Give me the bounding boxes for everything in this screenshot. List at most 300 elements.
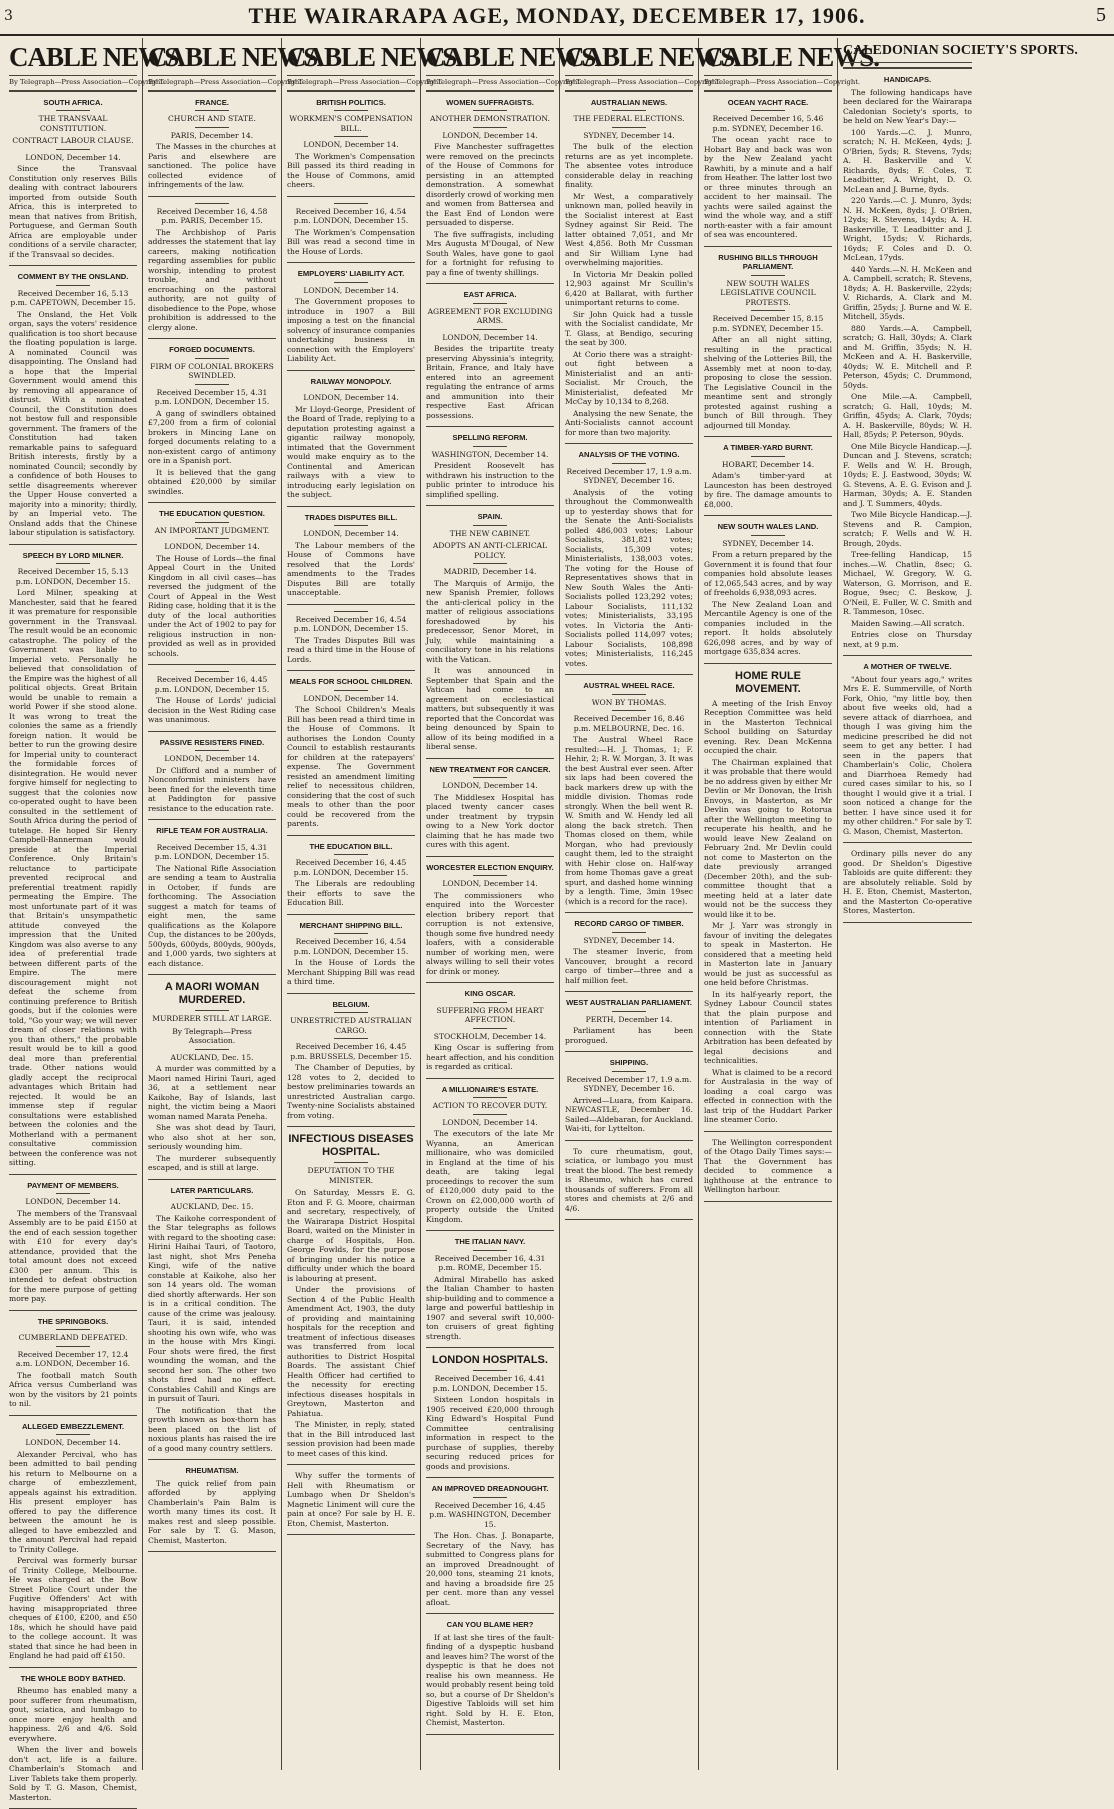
article-headline: AUSTRAL WHEEL RACE. bbox=[583, 681, 675, 690]
article-dateline: Received December 17, 1.9 a.m. SYDNEY, December 16. bbox=[566, 466, 692, 485]
divider bbox=[473, 110, 507, 111]
article-paragraph: A gang of swindlers obtained £7,200 from a firm of colonial brokers in Mincing Lane on forged documents relating to a non-existent cargo of antimony ore in a Spanish port. bbox=[148, 408, 276, 465]
article bbox=[9, 272, 137, 538]
article bbox=[565, 98, 693, 438]
article-headline: AN IMPROVED DREADNOUGHT. bbox=[431, 1484, 549, 1493]
article-separator bbox=[9, 1415, 137, 1416]
article-paragraph: Sixteen London hospitals in 1905 received £20,000 through King Edward's Hospital Fund Committee centralising information in respect to the purchase of supplies, thereby securing reduced prices for goods and provisions. bbox=[426, 1395, 554, 1471]
article-headline: SPAIN. bbox=[477, 512, 503, 521]
article-dateline: Received December 16, 4.54 p.m. LONDON, December 15. bbox=[293, 937, 409, 956]
article-separator bbox=[426, 1347, 554, 1348]
article-headline: AUSTRALIAN NEWS. bbox=[590, 97, 668, 107]
article-dateline: SYDNEY, December 14. bbox=[583, 130, 675, 140]
article bbox=[287, 269, 415, 364]
article-dateline: MADRID, December 14. bbox=[443, 567, 537, 576]
article-dateline: Received December 16, 4.45 p.m. LONDON, December 15. bbox=[293, 858, 409, 877]
article-paragraph: 220 Yards.—C. J. Munro, 3yds; N. H. McKeen, 8yds; J. O'Brien, 12yds; R. Stevens, 14yds; A. H. Baskerville, T. Leadbitter and J. Wright, 15yds; V. Richards, 16yds; F. Coles and D. O. McLean, 17yds. bbox=[843, 196, 972, 262]
article-paragraph: The Liberals are redoubling their efforts to save the Education Bill. bbox=[287, 879, 415, 907]
article bbox=[148, 1466, 276, 1545]
column-7 bbox=[838, 38, 1078, 1770]
article-dateline: Received December 16, 4.54 p.m. LONDON, December 15. bbox=[293, 206, 409, 225]
article-paragraph: President Roosevelt has withdrawn his instruction to the public printer to introduce his simplified spelling. bbox=[426, 461, 554, 499]
article-headline: A MOTHER OF TWELVE. bbox=[863, 662, 952, 671]
article-separator bbox=[287, 262, 415, 263]
article-separator bbox=[565, 912, 693, 913]
article-dateline: Received December 16, 4.45 p.m. BRUSSELS, December 15. bbox=[290, 1042, 412, 1061]
article-paragraph: The ocean yacht race to Hobart Bay and back was won by the New Zealand yacht Rawhiti, by a minute and a half from Heather. The latter lost two or three minutes through an accident to her mainsail. The yachts were sailed against the wind the whole way, and a stiff north-easter with a fair amount of sea was encountered. bbox=[704, 135, 832, 239]
divider bbox=[473, 875, 507, 876]
article-headline: EMPLOYERS' LIABILITY ACT. bbox=[297, 269, 405, 278]
byline bbox=[843, 62, 972, 69]
article-subhead: THE NEW CABINET. bbox=[449, 528, 531, 538]
article-headline: BRITISH POLITICS. bbox=[316, 97, 386, 107]
article-paragraph: The executors of the late Mr Wyanna, an American millionaire, who was domiciled in England at the time of his death, are taking legal proceedings to recover the sum of £120,000 duty paid to the Crown on £2,000,000 worth of property outside the United Kingdom. bbox=[426, 1129, 554, 1224]
article bbox=[426, 1354, 554, 1471]
article-separator bbox=[148, 1551, 276, 1552]
divider bbox=[612, 127, 646, 128]
article-separator bbox=[9, 1174, 137, 1175]
article-headline: CAN YOU BLAME HER? bbox=[446, 1620, 534, 1629]
article-separator bbox=[426, 1613, 554, 1614]
article-separator bbox=[426, 283, 554, 284]
article-paragraph: The Minister, in reply, stated that in the Bill introduced last session provision had been made to meet cases of this kind. bbox=[287, 1420, 415, 1458]
article bbox=[148, 1186, 276, 1454]
article-headline: THE WHOLE BODY BATHED. bbox=[20, 1673, 126, 1683]
article-paragraph: Mr West, a comparatively unknown man, polled heavily in the Socialist interest at East Sydney against Sir Reid. The latter obtained 7,051, and Mr West 4,856. Both Mr Cussman and Sir William Lyne had overwhelming majorities. bbox=[565, 191, 693, 267]
divider bbox=[473, 1028, 507, 1029]
article bbox=[9, 1422, 137, 1661]
article-separator bbox=[704, 1131, 832, 1132]
divider bbox=[334, 1038, 368, 1039]
article-paragraph: The Onsland, the Het Volk organ, says the voters' residence qualification is too short because the floating population is large. A nominated Council was disappointing. The Onsland had a hope that the Imperial Government would amend this by removing all appearance of distrust. With a nominated Council, the Constitution does not bestow full and responsible government. The framers of the Constitution had taken remarkable pains to safeguard British interests, firstly by a nominated Council; secondly by a confidence of both Houses to settle disagreements wherever the Upper House converted a majority into a minority; thirdly, by an Imperial veto. The Onsland adds that the Chinese labour stipulation is satisfactory. bbox=[9, 309, 137, 537]
divider bbox=[334, 1012, 368, 1013]
article-paragraph: The Kaikohe correspondent of the Star telegraphs as follows with regard to the shooting case: Hirini Haihai Tauri, of Taotoro, last night, shot Mrs Peneha Kingi, wife of the native constable at Kaikohe, also her son 14 years old. The woman died shortly afterwards. Her son is in a critical condition. The cause of the crime was jealousy. Tauri, it is said, intended shooting his own wife, who was in the house with Mrs Kingi. Four shots were fired, the first wounding the woman, and the second her son. The other two shots fired had no effect. Constables Cahill and Kings are in pursuit of Tauri. bbox=[148, 1213, 276, 1403]
article-headline: EAST AFRICA. bbox=[463, 290, 517, 299]
article-dateline: SYDNEY, December 14. bbox=[583, 935, 675, 945]
article bbox=[565, 919, 693, 985]
article bbox=[287, 1000, 415, 1121]
article-paragraph: Admiral Mirabello has asked the Italian Chamber to hasten ship-building and to commence a large and powerful battleship in 1907 and several swift 10,000-ton cruisers of great fighting strength. bbox=[426, 1274, 554, 1341]
article-paragraph: The Masses in the churches at Paris and elsewhere are sanctioned. The police have collected evidence of infringements of the law. bbox=[148, 142, 276, 189]
article-separator bbox=[287, 993, 415, 994]
article-paragraph: The five suffragists, including Mrs Augusta M'Dougal, of New South Wales, have gone to gaol for a fortnight for refusing to pay a fine of twenty shillings. bbox=[426, 229, 554, 277]
column-3 bbox=[282, 38, 463, 1770]
article-paragraph: The murderer subsequently escaped, and is still at large. bbox=[148, 1153, 276, 1172]
article-headline: WORCESTER ELECTION ENQUIRY. bbox=[426, 862, 554, 872]
article-separator bbox=[287, 835, 415, 836]
article-paragraph: The Government proposes to introduce in 1907 a Bill imposing a test on the financial solvency of insurance companies undertaking business in connection with the Employers' Liability Act. bbox=[287, 297, 415, 363]
column-heading: CABLE NEWS. bbox=[426, 42, 602, 72]
divider bbox=[334, 389, 368, 390]
article-dateline: LONDON, December 14. bbox=[442, 781, 538, 790]
article bbox=[565, 1058, 693, 1134]
article-paragraph: 440 Yards.—N. H. McKeen and A. Campbell, scratch; R. Stevens, 18yds; A. H. Baskerville, 22yds; V. Richards, A. Clark and M. Griffin, 25yds; J. Burne and W. E. Mitchell, 35yds. bbox=[843, 264, 972, 321]
article-headline: RUSHING BILLS THROUGH PARLIAMENT. bbox=[718, 252, 818, 271]
article-dateline: Received December 16, 4.31 p.m. ROME, December 15. bbox=[434, 1253, 546, 1272]
article-separator bbox=[9, 265, 137, 266]
article bbox=[565, 1147, 693, 1214]
article-separator bbox=[287, 370, 415, 371]
article bbox=[704, 443, 832, 509]
divider bbox=[56, 1329, 90, 1330]
article-paragraph: The Chamber of Deputies, by 128 votes to 2, decided to bestow preliminaries towards an unrestricted Australian cargo. Twenty-nine Socialists abstained from voting. bbox=[287, 1063, 415, 1120]
article-paragraph: Adam's timber-yard at Launceston has been destroyed by fire. The damage amounts to £8,000. bbox=[704, 471, 832, 509]
article bbox=[148, 671, 276, 725]
masthead bbox=[0, 0, 1114, 36]
article-paragraph: A murder was committed by a Maori named Hirini Tauri, aged 36, at a settlement near Kaikohe, Bay of Islands, last night, the victim being a Maori woman named Marata Peneha. bbox=[148, 1064, 276, 1121]
divider bbox=[56, 1434, 90, 1435]
article-subhead: THE TRANSVAAL CONSTITUTION. bbox=[38, 114, 108, 133]
article-paragraph: Since the Transvaal Constitution only reserves Bills dealing with contract labourers imported from outside South Africa, this is interpreted to mean that natives from British, Portuguese, and German South Africa are employable under conditions of a servile character, if the Transvaal so decides. bbox=[9, 164, 137, 259]
divider bbox=[334, 525, 368, 526]
article-paragraph: Ordinary pills never do any good. Dr Sheldon's Digestive Tabloids are quite different: they are absolutely reliable. Sold by H. E. Eton, Chemist, Masterton, and the Masterton Co-operative Stores, Masterton. bbox=[843, 849, 972, 915]
article-dateline: LONDON, December 14. bbox=[303, 693, 399, 703]
article-separator bbox=[426, 856, 554, 857]
article bbox=[426, 1085, 554, 1225]
article-separator bbox=[565, 1140, 693, 1141]
article-paragraph: Entries close on Thursday next, at 9 p.m. bbox=[843, 630, 972, 649]
article bbox=[565, 998, 693, 1045]
article-headline: MEALS FOR SCHOOL CHILDREN. bbox=[289, 677, 413, 686]
article-dateline: LONDON, December 14. bbox=[164, 754, 260, 763]
article-dateline: LONDON, December 14. bbox=[303, 393, 399, 402]
article-separator bbox=[843, 922, 972, 923]
article-headline: KING OSCAR. bbox=[464, 989, 516, 998]
article-dateline: Received December 17, 1.9 a.m. SYDNEY, December 16. bbox=[566, 1074, 692, 1093]
divider bbox=[56, 110, 90, 111]
article-paragraph: Mr J. Yarr was strongly in favour of inviting the delegates to speak in Masterton. He considered that a meeting held in Masterton late in January would be just as successful as one held before Christmas. bbox=[704, 921, 832, 987]
article-paragraph: The steamer Inveric, from Vancouver, brought a record cargo of timber—three and a half million feet. bbox=[565, 947, 693, 985]
article-paragraph: On Saturday, Messrs E. G. Eton and F. G. Moore, chairman and secretary, respectively, of the Wairarapa District Hospital Board, waited on the Minister in charge of Hospitals, Hon. George Fowlds, for the purpose of bringing under his notice a difficulty under which the board is labouring at present. bbox=[287, 1188, 415, 1283]
article-headline: A MAORI WOMAN MURDERED. bbox=[164, 981, 260, 1006]
page-number-left: 3 bbox=[4, 8, 13, 24]
divider bbox=[473, 1497, 507, 1498]
column-1 bbox=[4, 38, 185, 1802]
column-heading: CABLE NEWS. bbox=[565, 42, 741, 72]
article-headline: FORGED DOCUMENTS. bbox=[169, 345, 255, 354]
article bbox=[287, 677, 415, 829]
divider bbox=[334, 203, 368, 204]
article-subhead: FIRM OF COLONIAL BROKERS SWINDLED. bbox=[150, 361, 274, 380]
article bbox=[704, 98, 832, 240]
page-number: 5 bbox=[1096, 4, 1106, 26]
article-headline: RHEUMATISM. bbox=[185, 1466, 239, 1475]
divider bbox=[612, 1011, 646, 1012]
article-headline: A MILLIONAIRE'S ESTATE. bbox=[441, 1084, 539, 1094]
article-subhead: THE FEDERAL ELECTIONS. bbox=[573, 114, 685, 123]
article-paragraph: 880 Yards.—A. Campbell, scratch; G. Hall, 30yds; A. Clark and M. Griffin, 35yds; N. H. McKeen and A. H. Baskerville, 40yds; W. E. Mitchell and P. Peterson, 45yds; C. Drummond, 50yds. bbox=[843, 323, 972, 390]
divider bbox=[612, 694, 646, 695]
divider bbox=[473, 127, 507, 128]
article-headline: INFECTIOUS DISEASES HOSPITAL. bbox=[288, 1133, 414, 1158]
article-subhead: SUFFERING FROM HEART AFFECTION. bbox=[436, 1005, 544, 1024]
article-dateline: LONDON, December 14. bbox=[442, 879, 538, 888]
article-separator bbox=[843, 842, 972, 843]
article bbox=[287, 203, 415, 257]
article bbox=[148, 826, 276, 968]
article-paragraph: The Workmen's Compensation Bill was read a second time in the House of Lords. bbox=[287, 227, 415, 256]
article-paragraph: When the liver and bowels don't act, life is a failure. Chamberlain's Stomach and Liver Tablets take them properly. Sold by T. G. Mason, Chemist, Masterton. bbox=[9, 1745, 137, 1802]
article-dateline: Received December 15, 4.31 p.m. LONDON, December 15. bbox=[154, 387, 270, 406]
article-separator bbox=[287, 670, 415, 671]
article-paragraph: The School Children's Meals Bill has been read a third time in the House of Commons. It authorises the London County Council to establish restaurants for children at the ratepayers' expense. The Government resisted an amendment limiting relief to necessitous children, considering that the cost of such meals to other than the poor could be recovered from the parents. bbox=[287, 705, 415, 828]
article bbox=[148, 203, 276, 333]
byline: By Telegraph—Press Association—Copyright. bbox=[148, 75, 276, 92]
article-separator bbox=[426, 1477, 554, 1478]
article-dateline: Received December 16, 4.45 p.m. LONDON, December 15. bbox=[154, 675, 270, 694]
article-paragraph: The football match South Africa versus Cumberland was won by the visitors by 21 points to nil. bbox=[9, 1370, 137, 1408]
article-dateline: LONDON, December 14. bbox=[442, 130, 538, 140]
article-subhead: MURDERER STILL AT LARGE. bbox=[152, 1014, 272, 1023]
article bbox=[9, 1674, 137, 1803]
article-headline: WEST AUSTRALIAN PARLIAMENT. bbox=[566, 998, 692, 1007]
article-subhead: AN IMPORTANT JUDGMENT. bbox=[154, 525, 270, 535]
divider bbox=[56, 285, 90, 286]
divider bbox=[56, 563, 90, 564]
article-paragraph: What is claimed to be a record for Australasia in the way of loading a coal cargo was effected in connection with the last trip of the Huddart Parker line steamer Corio. bbox=[704, 1067, 832, 1124]
article-dateline: Received December 16, 8.46 p.m. MELBOURNE, Dec. 16. bbox=[573, 714, 685, 733]
article-dateline: LONDON, December 14. bbox=[25, 152, 121, 162]
article bbox=[843, 849, 972, 916]
article bbox=[287, 513, 415, 598]
article-separator bbox=[148, 502, 276, 503]
article-dateline: Received December 15, 5.13 p.m. LONDON, December 15. bbox=[15, 567, 131, 586]
article-paragraph: From a return prepared by the Government it is found that four companies hold absolute leases of 12,065,543 acres, and by way of freeholds 6,938,093 acres. bbox=[704, 550, 832, 597]
article bbox=[565, 681, 693, 906]
article-paragraph: The Labour members of the House of Commons have resolved that the Lords' amendments to the Trades Disputes Bill are totally unacceptable. bbox=[287, 540, 415, 597]
article-paragraph: Alexander Percival, who has been admitted to bail pending his return to Melbourne on a charge of embezzlement, appeals against his extradition. His present employer has offered to pay the difference between the amount he is alleged to have embezzled and the amount Percival had repaid to Trinity College. bbox=[9, 1449, 137, 1554]
article-subhead: DEPUTATION TO THE MINISTER. bbox=[307, 1166, 395, 1185]
article bbox=[426, 290, 554, 420]
article-headline: SHIPPING. bbox=[609, 1058, 649, 1067]
article-subhead: CUMBERLAND DEFEATED. bbox=[18, 1333, 128, 1342]
article bbox=[9, 551, 137, 1168]
article bbox=[565, 450, 693, 668]
divider bbox=[56, 149, 90, 150]
article-dateline: Received December 16, 4.54 p.m. LONDON, December 15. bbox=[293, 614, 409, 633]
article-dateline: AUCKLAND, Dec. 15. bbox=[170, 1202, 254, 1211]
article-headline: PAYMENT OF MEMBERS. bbox=[27, 1180, 119, 1190]
divider bbox=[751, 110, 785, 111]
article-separator bbox=[565, 991, 693, 992]
divider bbox=[195, 671, 229, 672]
article-separator bbox=[287, 1534, 415, 1535]
article-dateline: LONDON, December 14. bbox=[164, 542, 260, 551]
column-5 bbox=[560, 38, 741, 1770]
article bbox=[426, 863, 554, 977]
article-headline: LONDON HOSPITALS. bbox=[432, 1354, 548, 1366]
article-dateline: Received December 17, 12.4 a.m. LONDON, December 16. bbox=[15, 1349, 131, 1368]
article-subhead: WON BY THOMAS. bbox=[591, 697, 667, 707]
article bbox=[426, 1620, 554, 1728]
byline: By Telegraph—Press Association—Copyright. bbox=[565, 75, 693, 92]
article-separator bbox=[426, 758, 554, 759]
article-paragraph: Two Mile Bicycle Handicap.—J. Stevens and R. Campion, scratch; F. Wells and W. H. Brough, 20yds. bbox=[843, 510, 972, 548]
article-headline: MERCHANT SHIPPING BILL. bbox=[299, 920, 403, 930]
article-subhead: AGREEMENT FOR EXCLUDING ARMS. bbox=[427, 306, 553, 325]
article-separator bbox=[148, 819, 276, 820]
divider bbox=[195, 358, 229, 359]
article-separator bbox=[426, 982, 554, 983]
article-dateline: LONDON, December 14. bbox=[442, 332, 538, 342]
article-paragraph: Sir John Quick had a tussle with the Socialist candidate, Mr T. Glass, at Bendigo, securing the seat by 300. bbox=[565, 309, 693, 347]
article-separator bbox=[148, 338, 276, 339]
divider bbox=[612, 463, 646, 464]
article bbox=[287, 98, 415, 190]
article-separator bbox=[287, 196, 415, 197]
article-dateline: LONDON, December 14. bbox=[442, 1117, 538, 1127]
article-paragraph: The Trades Disputes Bill was read a third time in the House of Lords. bbox=[287, 635, 415, 664]
article-separator bbox=[148, 664, 276, 665]
article-headline: LATER PARTICULARS. bbox=[170, 1185, 254, 1195]
divider bbox=[195, 110, 229, 111]
article bbox=[9, 98, 137, 260]
article-headline: SPEECH BY LORD MILNER. bbox=[22, 550, 124, 560]
article bbox=[287, 611, 415, 665]
article-separator bbox=[9, 1310, 137, 1311]
article-separator bbox=[704, 436, 832, 437]
article-paragraph: Analysing the new Senate, the Anti-Socialists cannot account for more than two majority. bbox=[565, 408, 693, 437]
article-separator bbox=[704, 663, 832, 664]
article-separator bbox=[704, 246, 832, 247]
article-paragraph: At Corio there was a straight-out fight between a Ministerialist and an anti-Socialist. Mr Crouch, the Ministerialist, defeated Mr McCay by 10,134 to 8,268. bbox=[565, 349, 693, 406]
divider bbox=[473, 1250, 507, 1251]
divider bbox=[195, 203, 229, 204]
article-paragraph: After an all night sitting, resulting in the practical shelving of the Lotteries Bill, the Assembly met at noon to-day, proposing to close the session. The Legislative Council in the meantime sent and strongly protested against rushing a bunch of Bill through. They adjourned till Monday. bbox=[704, 335, 832, 430]
article-separator bbox=[287, 1126, 415, 1127]
article-separator bbox=[565, 1219, 693, 1220]
article-paragraph: The commissioners who enquired into the Worcester election bribery report that corruption is not extensive, though some five hundred needy loafers, with a considerable number of working men, were always willing to sell their votes for drink or money. bbox=[426, 890, 554, 976]
newspaper-title: THE WAIRARAPA AGE, MONDAY, DECEMBER 17, 1906. bbox=[248, 3, 866, 28]
article-headline: A TIMBER-YARD BURNT. bbox=[723, 443, 813, 452]
article-paragraph: The Hon. Chas. J. Bonaparte, Secretary of the Navy, has submitted to Congress plans for an improved Dreadnought of 20,000 tons, steaming 21 knots, and having a broadside fire 25 per cent. more than any vessel afloat. bbox=[426, 1531, 554, 1607]
article-headline: NEW SOUTH WALES LAND. bbox=[717, 522, 819, 531]
article bbox=[843, 662, 972, 836]
article bbox=[287, 1133, 415, 1458]
article-dateline: AUCKLAND, Dec. 15. bbox=[170, 1052, 254, 1062]
article bbox=[426, 433, 554, 499]
article-headline: COMMENT BY THE ONSLAND. bbox=[17, 272, 129, 281]
article bbox=[148, 981, 276, 1173]
article-headline: RIFLE TEAM FOR AUSTRALIA. bbox=[156, 826, 268, 835]
article-paragraph: Percival was formerly bursar of Trinity College, Melbourne. He was charged at the Bow Street Police Court under the Fugitive Offenders' Act with having misappropriated three cheques of £100, £200, and £50 18s, which he should have paid to the college account. It was stated that since he had been in England he had paid off £150. bbox=[9, 1556, 137, 1660]
article-headline: BELGIUM. bbox=[332, 999, 370, 1009]
article-subhead: ACTION TO RECOVER DUTY. bbox=[432, 1101, 548, 1110]
article-separator bbox=[287, 1464, 415, 1465]
article-dateline: STOCKHOLM, December 14. bbox=[433, 1031, 547, 1041]
article bbox=[426, 1484, 554, 1607]
article-paragraph: One Mile Bicycle Handicap.—J. Duncan and J. Stevens, scratch; F. Wells and W. H. Brough, 10yds; E. J. Eastwood, 30yds; W. G. Stevens, A. E. G. Evison and J. Harman, 30yds; A. E. Standen and J. T. Summers, 40yds. bbox=[843, 441, 972, 508]
article-headline: SOUTH AFRICA. bbox=[43, 97, 103, 107]
divider bbox=[195, 384, 229, 385]
article-paragraph: In the House of Lords the Merchant Shipping Bill was read a third time. bbox=[287, 958, 415, 986]
article-headline: THE SPRINGBOKS. bbox=[37, 1316, 109, 1326]
article-separator bbox=[426, 1078, 554, 1079]
divider bbox=[334, 611, 368, 612]
article bbox=[704, 522, 832, 657]
article-paragraph: It was announced in September that Spain and the Vatican had come to an agreement on ecclesiastical matters, but subsequently it was reported that the Concordat was being denounced by Spain to allow of its being modified in a liberal sense. bbox=[426, 666, 554, 751]
article-paragraph: Tree-felling Handicap, 15 inches.—W. Chatlin, 8sec; G. Michael, W. Gregory, W. G. Waterson, G. Morrison, and E. Bogue, 9sec; C. Beskow, J. O'Neil, E. Fuller, W. C. Smith and R. Tammeson, 10sec. bbox=[843, 550, 972, 616]
divider bbox=[334, 110, 368, 111]
article-subhead: ANOTHER DEMONSTRATION. bbox=[430, 114, 550, 123]
divider bbox=[751, 456, 785, 457]
column-heading: CABLE NEWS. bbox=[704, 42, 880, 72]
article-separator bbox=[426, 1734, 554, 1735]
article-paragraph: Five Manchester suffragettes were removed on the precincts of the House of Commons for persisting in an attempted demonstration. A somewhat disorderly crowd of working men and women from Battersea and the East End of London were persuaded to disperse. bbox=[426, 142, 555, 227]
article-paragraph: The Workmen's Compensation Bill passed its third reading in the House of Commons, amid cheers. bbox=[287, 151, 415, 189]
article-paragraph: The National Rifle Association are sending a team to Australia in October, if funds are forthcoming. The Association suggest a match for teams of eight men, the same qualifications as the Kolapore Cup, the distances to be 200yds, 500yds, 600yds, 800yds, 900yds, and 1,000 yards, two sighters at each distance. bbox=[148, 863, 276, 968]
article-paragraph: Arrived—Luara, from Kaipara. NEWCASTLE, December 16. Sailed—Aldebaran, for Auckland. Wai-iti, for Lyttelton. bbox=[565, 1095, 693, 1133]
article-paragraph: The House of Lords' judicial decision in the West Riding case was unanimous. bbox=[148, 696, 276, 724]
article-separator bbox=[426, 426, 554, 427]
article-dateline: HOBART, December 14. bbox=[721, 459, 815, 469]
article-separator bbox=[287, 604, 415, 605]
article-separator bbox=[565, 443, 693, 444]
article-paragraph: It is believed that the gang obtained £20,000 by similar swindles. bbox=[148, 467, 276, 496]
article-paragraph: In its half-yearly report, the Sydney Labour Council states that the plain purpose and intention of Parliament in connection with the State Arbitration has been defeated by legal decisions and technicalities. bbox=[704, 989, 832, 1065]
byline: By Telegraph—Press Association—Copyright. bbox=[704, 75, 832, 92]
divider bbox=[473, 303, 507, 304]
article-separator bbox=[426, 1230, 554, 1231]
article-headline: OCEAN YACHT RACE. bbox=[727, 97, 809, 107]
article-separator bbox=[148, 1179, 276, 1180]
divider bbox=[195, 750, 229, 751]
article-subhead: WORKMEN'S COMPENSATION BILL. bbox=[289, 114, 413, 133]
divider bbox=[334, 1162, 368, 1163]
divider bbox=[751, 310, 785, 311]
divider bbox=[473, 329, 507, 330]
article-separator bbox=[9, 1667, 137, 1668]
article bbox=[148, 509, 276, 658]
columns bbox=[4, 38, 1110, 1802]
article-dateline: Received December 15, 4.31 p.m. LONDON, December 15. bbox=[154, 842, 270, 861]
article-headline: THE ITALIAN NAVY. bbox=[454, 1237, 526, 1246]
article-dateline: PERTH, December 14. bbox=[585, 1014, 673, 1024]
divider bbox=[56, 1346, 90, 1347]
article-headline: FRANCE. bbox=[195, 97, 229, 107]
article bbox=[843, 75, 972, 649]
article bbox=[148, 738, 276, 814]
column-heading: CALEDONIAN SOCIETY'S SPORTS. bbox=[843, 43, 1078, 58]
article-separator bbox=[704, 515, 832, 516]
article-headline: WOMEN SUFFRAGISTS. bbox=[446, 97, 534, 107]
article-subhead: CONTRACT LABOUR CLAUSE. bbox=[12, 136, 134, 145]
article-headline: SPELLING REFORM. bbox=[452, 433, 528, 442]
article-paragraph: King Oscar is suffering from heart affection, and his condition is regarded as critical. bbox=[426, 1043, 554, 1071]
article bbox=[426, 98, 554, 278]
article-dateline: LONDON, December 14. bbox=[25, 1438, 121, 1447]
article bbox=[426, 765, 554, 850]
article-headline: NEW TREATMENT FOR CANCER. bbox=[429, 764, 551, 774]
article-paragraph: She was shot dead by Tauri, who also shot at her son, seriously wounding him. bbox=[148, 1123, 276, 1151]
article-separator bbox=[565, 1051, 693, 1052]
article-separator bbox=[843, 655, 972, 656]
article-paragraph: Mr Lloyd-George, President of the Board of Trade, replying to a deputation protesting against a gigantic railway monopoly, intimated that the Government would make enquiry as to the Continental and American railways with a view to introducing early legislation on the subject. bbox=[287, 404, 415, 499]
article-paragraph: The following handicaps have been declared for the Wairarapa Caledonian Society's sports, to be held on New Year's Day:— bbox=[843, 87, 972, 125]
article-paragraph: The Archbishop of Paris addresses the statement that lay careers, making notification regarding assemblies for public worship, intending to protest trouble, and without encroaching on the pastoral authority, are not guilty of disobedience to the Pope, whose prohibition is addressed to the clergy alone. bbox=[148, 227, 276, 332]
article-paragraph: The House of Lords—the final Appeal Court in the United Kingdom in all civil cases—has reversed the judgment of the Court of Appeal in the West Riding case, holding that it is the duty of the local authorities under the Act of 1902 to pay for religious instruction in non-provided as well as in provided schools. bbox=[148, 553, 276, 658]
article-dateline: Received December 16, 4.58 p.m. PARIS, December 15. bbox=[156, 206, 268, 225]
article-dateline: LONDON, December 14. bbox=[303, 529, 399, 538]
article-dateline: LONDON, December 14. bbox=[303, 285, 399, 295]
divider bbox=[334, 136, 368, 137]
column-6 bbox=[699, 38, 880, 1770]
article-separator bbox=[287, 506, 415, 507]
article-paragraph: Under the provisions of Section 4 of the Public Health Amendment Act, 1903, the duty of providing and maintaining hospitals for the reception and treatment of infectious diseases was transferred from local authorities to District Hospital Boards. The assistant Chief Health Officer had certified to the necessity for erecting infectious diseases hospitals in Greytown, Masterton and Pahiatua. bbox=[287, 1285, 415, 1418]
article-dateline: Received December 16, 4.45 p.m. WASHINGTON, December 15. bbox=[429, 1500, 551, 1529]
article bbox=[287, 1471, 415, 1528]
article-paragraph: One Mile.—A. Campbell, scratch; G. Hall, 10yds; M. Griffin, 45yds; A. Clark, 70yds; A. H. Baskerville, 80yds; W. H. Hall, 85yds; P. Peterson, 90yds. bbox=[843, 392, 972, 439]
